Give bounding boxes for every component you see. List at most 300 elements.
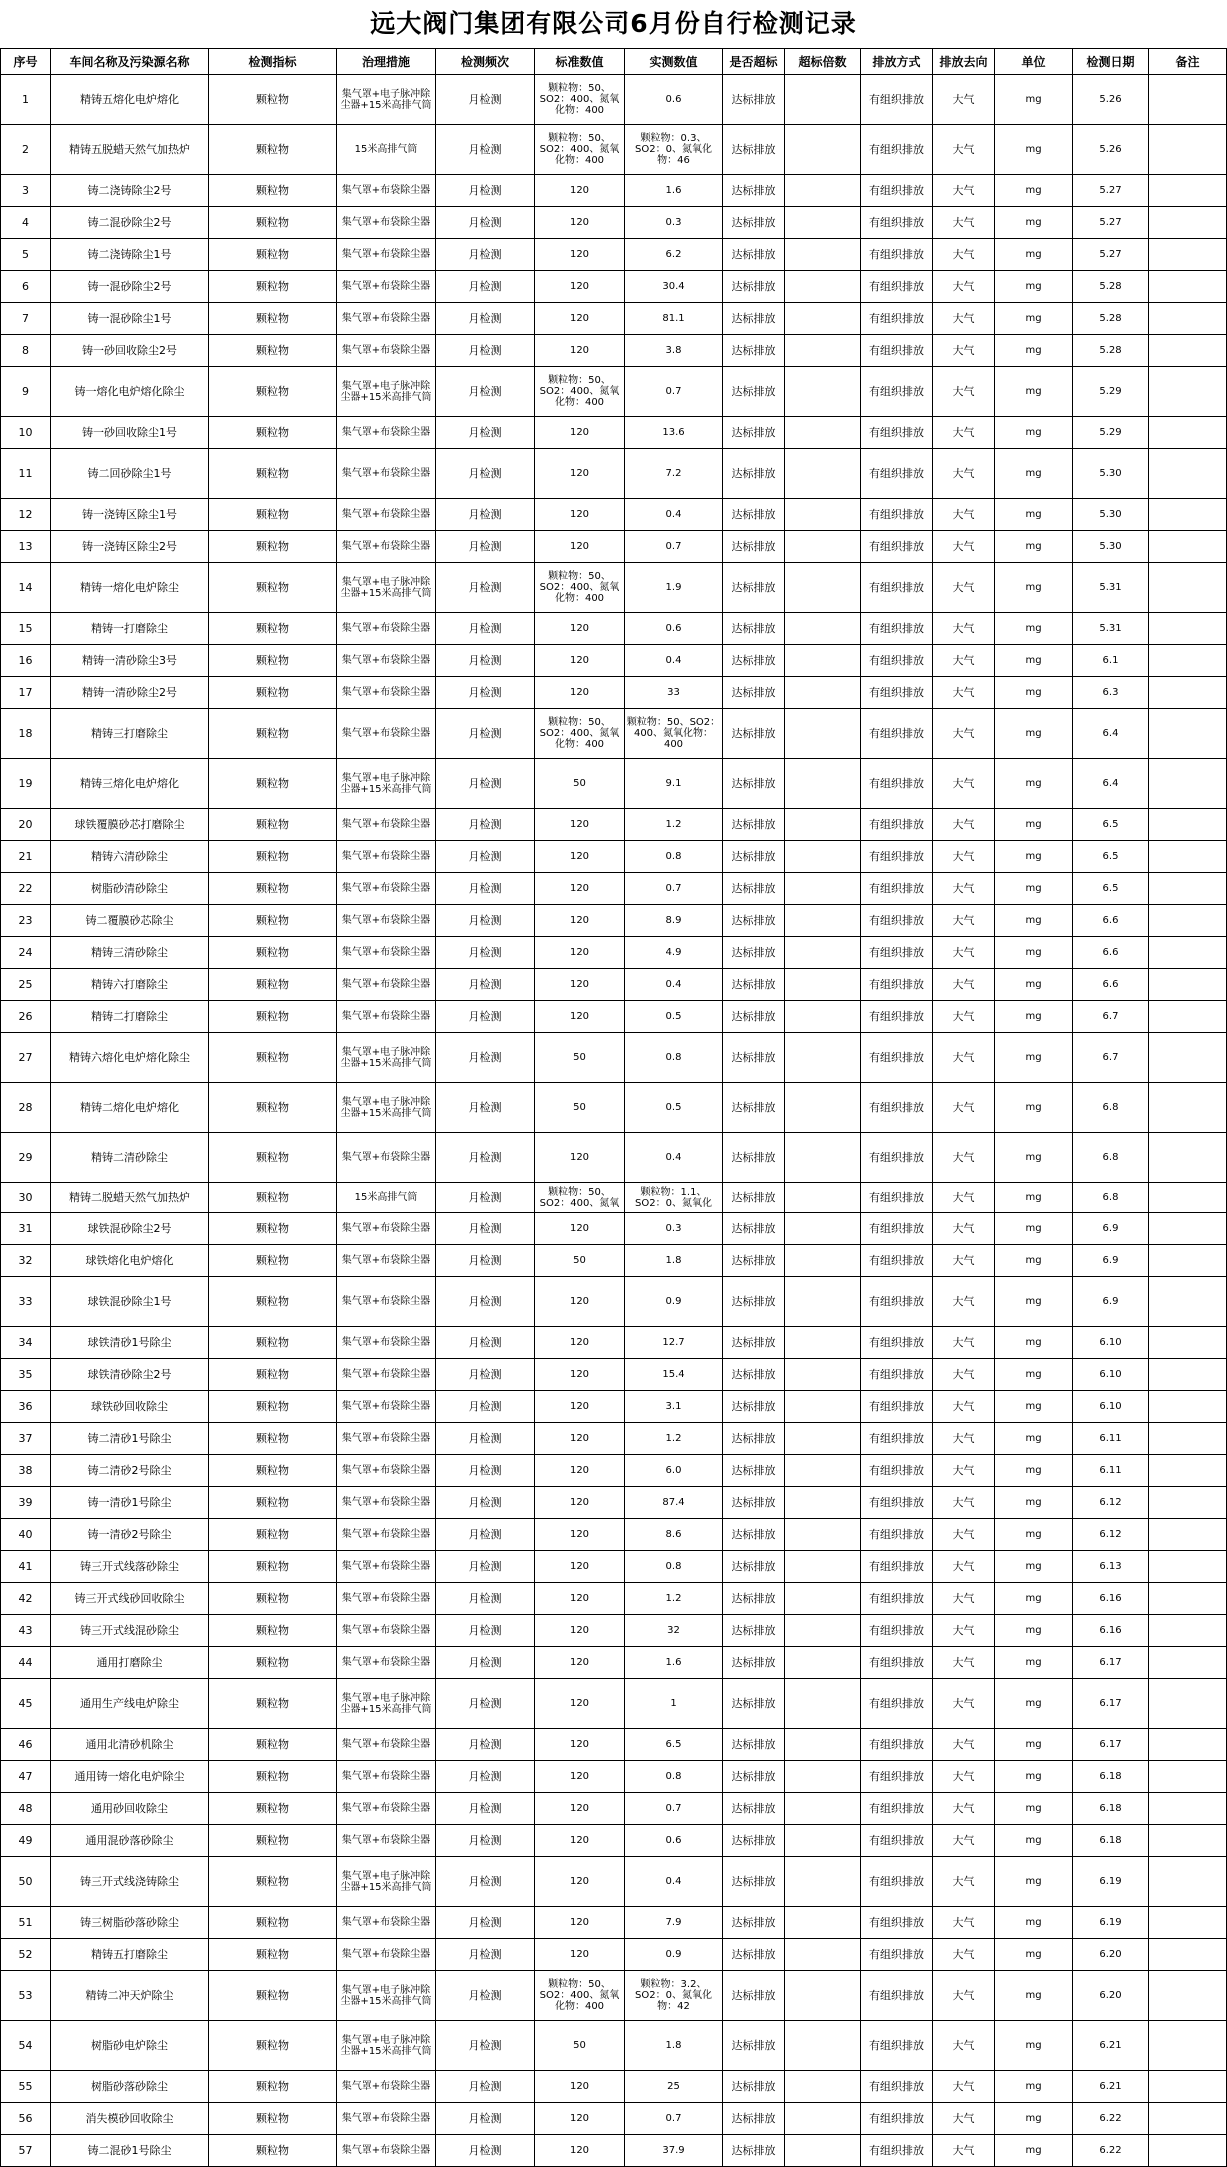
col-unit: mg <box>995 905 1073 937</box>
col-standard: 50 <box>535 759 625 809</box>
col-remark <box>1149 1647 1227 1679</box>
table-row <box>1 175 1227 207</box>
col-discharge-dest: 大气 <box>933 417 995 449</box>
col-index: 32 <box>1 1245 51 1277</box>
col-measured: 0.4 <box>625 499 723 531</box>
col-measure: 集气罩+布袋除尘器 <box>337 239 436 271</box>
col-unit: mg <box>995 841 1073 873</box>
table-row <box>1 531 1227 563</box>
col-unit: mg <box>995 335 1073 367</box>
col-indicator: 颗粒物 <box>209 1551 337 1583</box>
col-date: 6.21 <box>1073 2071 1149 2103</box>
col-discharge-mode: 有组织排放 <box>861 2021 933 2071</box>
col-compliance: 达标排放 <box>723 709 785 759</box>
col-frequency: 月检测 <box>436 1761 535 1793</box>
col-frequency: 月检测 <box>436 1551 535 1583</box>
col-measure: 15米高排气筒 <box>337 1183 436 1213</box>
col-exceed-ratio <box>785 1647 861 1679</box>
col-indicator: 颗粒物 <box>209 1939 337 1971</box>
col-source: 精铸二冲天炉除尘 <box>51 1971 209 2021</box>
col-discharge-mode: 有组织排放 <box>861 2103 933 2135</box>
col-measure: 集气罩+电子脉冲除尘器+15米高排气筒 <box>337 759 436 809</box>
header-col-frequency: 检测频次 <box>436 49 535 75</box>
col-index: 49 <box>1 1825 51 1857</box>
col-compliance: 达标排放 <box>723 937 785 969</box>
col-measure: 集气罩+布袋除尘器 <box>337 1423 436 1455</box>
col-discharge-dest: 大气 <box>933 1857 995 1907</box>
col-index: 21 <box>1 841 51 873</box>
col-compliance: 达标排放 <box>723 1455 785 1487</box>
col-remark <box>1149 449 1227 499</box>
table-row <box>1 809 1227 841</box>
col-date: 6.8 <box>1073 1133 1149 1183</box>
col-unit: mg <box>995 125 1073 175</box>
col-remark <box>1149 207 1227 239</box>
col-indicator: 颗粒物 <box>209 563 337 613</box>
col-compliance: 达标排放 <box>723 531 785 563</box>
table-row <box>1 759 1227 809</box>
col-remark <box>1149 873 1227 905</box>
header-col-measure: 治理措施 <box>337 49 436 75</box>
col-source: 通用铸一熔化电炉除尘 <box>51 1761 209 1793</box>
col-date: 6.3 <box>1073 677 1149 709</box>
col-measure: 15米高排气筒 <box>337 125 436 175</box>
col-measure: 集气罩+布袋除尘器 <box>337 1825 436 1857</box>
col-unit: mg <box>995 1825 1073 1857</box>
col-discharge-dest: 大气 <box>933 1793 995 1825</box>
col-remark <box>1149 759 1227 809</box>
col-measure: 集气罩+布袋除尘器 <box>337 1455 436 1487</box>
col-discharge-mode: 有组织排放 <box>861 2071 933 2103</box>
col-source: 精铸二熔化电炉熔化 <box>51 1083 209 1133</box>
col-unit: mg <box>995 1277 1073 1327</box>
col-measured: 9.1 <box>625 759 723 809</box>
table-row <box>1 613 1227 645</box>
col-exceed-ratio <box>785 1825 861 1857</box>
col-discharge-mode: 有组织排放 <box>861 709 933 759</box>
col-discharge-dest: 大气 <box>933 1729 995 1761</box>
col-date: 6.12 <box>1073 1487 1149 1519</box>
col-compliance: 达标排放 <box>723 1761 785 1793</box>
col-standard: 120 <box>535 1793 625 1825</box>
col-discharge-mode: 有组织排放 <box>861 1487 933 1519</box>
col-frequency: 月检测 <box>436 1939 535 1971</box>
col-frequency: 月检测 <box>436 1423 535 1455</box>
table-row <box>1 1455 1227 1487</box>
col-discharge-dest: 大气 <box>933 1001 995 1033</box>
col-index: 12 <box>1 499 51 531</box>
header-col-exceed-ratio: 超标倍数 <box>785 49 861 75</box>
col-measure: 集气罩+布袋除尘器 <box>337 531 436 563</box>
col-indicator: 颗粒物 <box>209 1647 337 1679</box>
col-source: 铸三开式线落砂除尘 <box>51 1551 209 1583</box>
col-date: 6.16 <box>1073 1615 1149 1647</box>
col-discharge-mode: 有组织排放 <box>861 207 933 239</box>
col-remark <box>1149 2071 1227 2103</box>
col-remark <box>1149 1391 1227 1423</box>
col-standard: 120 <box>535 905 625 937</box>
col-exceed-ratio <box>785 1679 861 1729</box>
col-date: 6.10 <box>1073 1391 1149 1423</box>
col-indicator: 颗粒物 <box>209 1615 337 1647</box>
col-remark <box>1149 645 1227 677</box>
col-date: 5.30 <box>1073 449 1149 499</box>
col-compliance: 达标排放 <box>723 2071 785 2103</box>
col-remark <box>1149 1939 1227 1971</box>
col-measured: 0.6 <box>625 1825 723 1857</box>
col-remark <box>1149 1033 1227 1083</box>
col-exceed-ratio <box>785 1761 861 1793</box>
col-measure: 集气罩+布袋除尘器 <box>337 1001 436 1033</box>
col-measured: 8.6 <box>625 1519 723 1551</box>
col-standard: 120 <box>535 1647 625 1679</box>
col-indicator: 颗粒物 <box>209 207 337 239</box>
col-discharge-dest: 大气 <box>933 1277 995 1327</box>
col-unit: mg <box>995 1679 1073 1729</box>
col-date: 6.6 <box>1073 969 1149 1001</box>
col-source: 铸三开式线砂回收除尘 <box>51 1583 209 1615</box>
col-indicator: 颗粒物 <box>209 75 337 125</box>
col-unit: mg <box>995 563 1073 613</box>
col-indicator: 颗粒物 <box>209 1033 337 1083</box>
col-frequency: 月检测 <box>436 1971 535 2021</box>
table-row <box>1 1213 1227 1245</box>
col-source: 球铁覆膜砂芯打磨除尘 <box>51 809 209 841</box>
col-standard: 120 <box>535 1907 625 1939</box>
col-measured: 0.7 <box>625 531 723 563</box>
col-indicator: 颗粒物 <box>209 1359 337 1391</box>
col-measure: 集气罩+布袋除尘器 <box>337 1761 436 1793</box>
col-source: 铸二覆膜砂芯除尘 <box>51 905 209 937</box>
col-date: 6.22 <box>1073 2103 1149 2135</box>
col-indicator: 颗粒物 <box>209 2071 337 2103</box>
col-index: 31 <box>1 1213 51 1245</box>
col-indicator: 颗粒物 <box>209 1423 337 1455</box>
col-discharge-mode: 有组织排放 <box>861 1825 933 1857</box>
col-measured: 0.8 <box>625 1033 723 1083</box>
col-standard: 120 <box>535 1519 625 1551</box>
col-exceed-ratio <box>785 841 861 873</box>
table-row <box>1 1033 1227 1083</box>
col-indicator: 颗粒物 <box>209 1245 337 1277</box>
col-remark <box>1149 809 1227 841</box>
col-date: 6.19 <box>1073 1907 1149 1939</box>
col-index: 7 <box>1 303 51 335</box>
col-compliance: 达标排放 <box>723 303 785 335</box>
col-discharge-mode: 有组织排放 <box>861 1359 933 1391</box>
col-measured: 颗粒物：0.3、SO2：0、氮氧化物：46 <box>625 125 723 175</box>
header-col-index: 序号 <box>1 49 51 75</box>
col-measured: 0.8 <box>625 841 723 873</box>
col-unit: mg <box>995 1245 1073 1277</box>
col-remark <box>1149 1551 1227 1583</box>
col-date: 6.7 <box>1073 1001 1149 1033</box>
table-row <box>1 499 1227 531</box>
col-discharge-mode: 有组织排放 <box>861 125 933 175</box>
table-row <box>1 1729 1227 1761</box>
col-discharge-dest: 大气 <box>933 1907 995 1939</box>
col-exceed-ratio <box>785 2103 861 2135</box>
col-measured: 颗粒物：50、SO2：400、氮氧化物：400 <box>625 709 723 759</box>
col-indicator: 颗粒物 <box>209 809 337 841</box>
col-frequency: 月检测 <box>436 175 535 207</box>
col-index: 3 <box>1 175 51 207</box>
col-exceed-ratio <box>785 1615 861 1647</box>
col-measured: 32 <box>625 1615 723 1647</box>
col-source: 铸三开式线混砂除尘 <box>51 1615 209 1647</box>
col-index: 15 <box>1 613 51 645</box>
table-row <box>1 1519 1227 1551</box>
table-row <box>1 1551 1227 1583</box>
header-col-discharge-dest: 排放去向 <box>933 49 995 75</box>
table-row <box>1 2021 1227 2071</box>
col-index: 47 <box>1 1761 51 1793</box>
table-row <box>1 1583 1227 1615</box>
col-compliance: 达标排放 <box>723 1939 785 1971</box>
col-measure: 集气罩+电子脉冲除尘器+15米高排气筒 <box>337 1679 436 1729</box>
col-source: 精铸三清砂除尘 <box>51 937 209 969</box>
col-exceed-ratio <box>785 303 861 335</box>
col-frequency: 月检测 <box>436 563 535 613</box>
col-compliance: 达标排放 <box>723 175 785 207</box>
col-source: 铸二混砂1号除尘 <box>51 2135 209 2167</box>
col-indicator: 颗粒物 <box>209 613 337 645</box>
col-source: 通用北清砂机除尘 <box>51 1729 209 1761</box>
col-compliance: 达标排放 <box>723 125 785 175</box>
col-remark <box>1149 937 1227 969</box>
col-discharge-dest: 大气 <box>933 449 995 499</box>
col-measure: 集气罩+电子脉冲除尘器+15米高排气筒 <box>337 1033 436 1083</box>
col-index: 44 <box>1 1647 51 1679</box>
col-date: 6.20 <box>1073 1971 1149 2021</box>
col-frequency: 月检测 <box>436 271 535 303</box>
col-measure: 集气罩+电子脉冲除尘器+15米高排气筒 <box>337 563 436 613</box>
col-discharge-dest: 大气 <box>933 809 995 841</box>
col-discharge-dest: 大气 <box>933 1391 995 1423</box>
col-date: 6.17 <box>1073 1679 1149 1729</box>
col-source: 铸二混砂除尘2号 <box>51 207 209 239</box>
col-standard: 50 <box>535 1083 625 1133</box>
col-frequency: 月检测 <box>436 1615 535 1647</box>
col-index: 25 <box>1 969 51 1001</box>
col-remark <box>1149 1825 1227 1857</box>
col-discharge-mode: 有组织排放 <box>861 1793 933 1825</box>
col-standard: 120 <box>535 1551 625 1583</box>
col-discharge-dest: 大气 <box>933 1033 995 1083</box>
col-date: 6.11 <box>1073 1423 1149 1455</box>
col-measure: 集气罩+布袋除尘器 <box>337 1793 436 1825</box>
col-measured: 0.4 <box>625 1133 723 1183</box>
col-unit: mg <box>995 645 1073 677</box>
col-discharge-dest: 大气 <box>933 271 995 303</box>
col-frequency: 月检测 <box>436 1083 535 1133</box>
col-standard: 120 <box>535 1487 625 1519</box>
col-unit: mg <box>995 937 1073 969</box>
col-date: 6.9 <box>1073 1277 1149 1327</box>
col-compliance: 达标排放 <box>723 1825 785 1857</box>
col-index: 30 <box>1 1183 51 1213</box>
col-measured: 1.6 <box>625 1647 723 1679</box>
col-standard: 50 <box>535 1245 625 1277</box>
col-discharge-mode: 有组织排放 <box>861 1583 933 1615</box>
col-exceed-ratio <box>785 271 861 303</box>
header-col-discharge-mode: 排放方式 <box>861 49 933 75</box>
col-standard: 120 <box>535 645 625 677</box>
col-measured: 0.8 <box>625 1761 723 1793</box>
col-remark <box>1149 1583 1227 1615</box>
col-standard: 120 <box>535 1001 625 1033</box>
col-measure: 集气罩+布袋除尘器 <box>337 1519 436 1551</box>
table-row <box>1 1487 1227 1519</box>
col-discharge-dest: 大气 <box>933 531 995 563</box>
col-discharge-mode: 有组织排放 <box>861 239 933 271</box>
col-discharge-dest: 大气 <box>933 1551 995 1583</box>
col-discharge-dest: 大气 <box>933 207 995 239</box>
col-remark <box>1149 1083 1227 1133</box>
table-row <box>1 1183 1227 1213</box>
col-discharge-mode: 有组织排放 <box>861 417 933 449</box>
col-index: 38 <box>1 1455 51 1487</box>
col-standard: 120 <box>535 1327 625 1359</box>
col-frequency: 月检测 <box>436 759 535 809</box>
col-discharge-dest: 大气 <box>933 1825 995 1857</box>
col-discharge-mode: 有组织排放 <box>861 841 933 873</box>
col-standard: 颗粒物：50、SO2：400、氮氧化物：400 <box>535 125 625 175</box>
col-compliance: 达标排放 <box>723 271 785 303</box>
col-measured: 1 <box>625 1679 723 1729</box>
col-measure: 集气罩+电子脉冲除尘器+15米高排气筒 <box>337 1971 436 2021</box>
col-discharge-mode: 有组织排放 <box>861 175 933 207</box>
col-source: 铸一清砂1号除尘 <box>51 1487 209 1519</box>
col-source: 铸二浇铸除尘2号 <box>51 175 209 207</box>
col-source: 球铁清砂除尘2号 <box>51 1359 209 1391</box>
col-standard: 120 <box>535 613 625 645</box>
col-date: 6.18 <box>1073 1761 1149 1793</box>
col-unit: mg <box>995 1183 1073 1213</box>
col-remark <box>1149 1857 1227 1907</box>
col-unit: mg <box>995 709 1073 759</box>
col-standard: 120 <box>535 499 625 531</box>
table-row <box>1 2103 1227 2135</box>
col-standard: 120 <box>535 1213 625 1245</box>
col-source: 通用砂回收除尘 <box>51 1793 209 1825</box>
table-row <box>1 271 1227 303</box>
col-date: 6.8 <box>1073 1183 1149 1213</box>
col-date: 6.20 <box>1073 1939 1149 1971</box>
col-remark <box>1149 1679 1227 1729</box>
col-discharge-dest: 大气 <box>933 1245 995 1277</box>
table-row <box>1 1083 1227 1133</box>
col-compliance: 达标排放 <box>723 499 785 531</box>
col-discharge-dest: 大气 <box>933 1183 995 1213</box>
col-standard: 120 <box>535 175 625 207</box>
col-frequency: 月检测 <box>436 335 535 367</box>
col-discharge-dest: 大气 <box>933 969 995 1001</box>
col-discharge-mode: 有组织排放 <box>861 1939 933 1971</box>
col-discharge-mode: 有组织排放 <box>861 75 933 125</box>
col-discharge-dest: 大气 <box>933 563 995 613</box>
col-unit: mg <box>995 1971 1073 2021</box>
col-index: 18 <box>1 709 51 759</box>
col-index: 22 <box>1 873 51 905</box>
col-source: 铸三树脂砂落砂除尘 <box>51 1907 209 1939</box>
col-source: 精铸二清砂除尘 <box>51 1133 209 1183</box>
col-date: 5.27 <box>1073 175 1149 207</box>
col-compliance: 达标排放 <box>723 1793 785 1825</box>
col-compliance: 达标排放 <box>723 1487 785 1519</box>
col-standard: 颗粒物：50、SO2：400、氮氧 <box>535 1183 625 1213</box>
col-measured: 0.7 <box>625 2103 723 2135</box>
col-date: 6.1 <box>1073 645 1149 677</box>
col-indicator: 颗粒物 <box>209 1001 337 1033</box>
col-frequency: 月检测 <box>436 2103 535 2135</box>
col-standard: 颗粒物：50、SO2：400、氮氧化物：400 <box>535 367 625 417</box>
sheet-title: 远大阀门集团有限公司6月份自行检测记录 <box>370 9 857 38</box>
col-discharge-dest: 大气 <box>933 367 995 417</box>
col-compliance: 达标排放 <box>723 1245 785 1277</box>
col-unit: mg <box>995 1647 1073 1679</box>
col-measure: 集气罩+布袋除尘器 <box>337 175 436 207</box>
header-col-compliance: 是否超标 <box>723 49 785 75</box>
col-measured: 颗粒物：3.2、SO2：0、氮氧化物：42 <box>625 1971 723 2021</box>
col-exceed-ratio <box>785 1455 861 1487</box>
col-remark <box>1149 1423 1227 1455</box>
col-discharge-mode: 有组织排放 <box>861 1133 933 1183</box>
col-index: 2 <box>1 125 51 175</box>
col-measured: 30.4 <box>625 271 723 303</box>
col-date: 6.11 <box>1073 1455 1149 1487</box>
col-compliance: 达标排放 <box>723 613 785 645</box>
header-col-indicator: 检测指标 <box>209 49 337 75</box>
col-standard: 120 <box>535 677 625 709</box>
col-date: 5.31 <box>1073 563 1149 613</box>
col-index: 5 <box>1 239 51 271</box>
col-unit: mg <box>995 1615 1073 1647</box>
table-row <box>1 937 1227 969</box>
col-unit: mg <box>995 175 1073 207</box>
col-index: 53 <box>1 1971 51 2021</box>
col-date: 6.21 <box>1073 2021 1149 2071</box>
col-measure: 集气罩+布袋除尘器 <box>337 1615 436 1647</box>
col-compliance: 达标排放 <box>723 809 785 841</box>
col-source: 球铁混砂除尘2号 <box>51 1213 209 1245</box>
col-discharge-mode: 有组织排放 <box>861 1083 933 1133</box>
col-measured: 15.4 <box>625 1359 723 1391</box>
col-frequency: 月检测 <box>436 2071 535 2103</box>
table-row <box>1 1857 1227 1907</box>
col-index: 50 <box>1 1857 51 1907</box>
col-discharge-mode: 有组织排放 <box>861 613 933 645</box>
col-exceed-ratio <box>785 207 861 239</box>
col-compliance: 达标排放 <box>723 367 785 417</box>
col-compliance: 达标排放 <box>723 677 785 709</box>
col-standard: 颗粒物：50、SO2：400、氮氧化物：400 <box>535 1971 625 2021</box>
col-compliance: 达标排放 <box>723 2103 785 2135</box>
col-discharge-mode: 有组织排放 <box>861 1551 933 1583</box>
col-index: 20 <box>1 809 51 841</box>
table-header <box>1 49 1227 75</box>
col-date: 5.30 <box>1073 499 1149 531</box>
col-remark <box>1149 1133 1227 1183</box>
col-remark <box>1149 613 1227 645</box>
table-row <box>1 239 1227 271</box>
col-remark <box>1149 1761 1227 1793</box>
col-frequency: 月检测 <box>436 645 535 677</box>
col-exceed-ratio <box>785 531 861 563</box>
col-index: 40 <box>1 1519 51 1551</box>
table-row <box>1 335 1227 367</box>
col-measured: 37.9 <box>625 2135 723 2167</box>
